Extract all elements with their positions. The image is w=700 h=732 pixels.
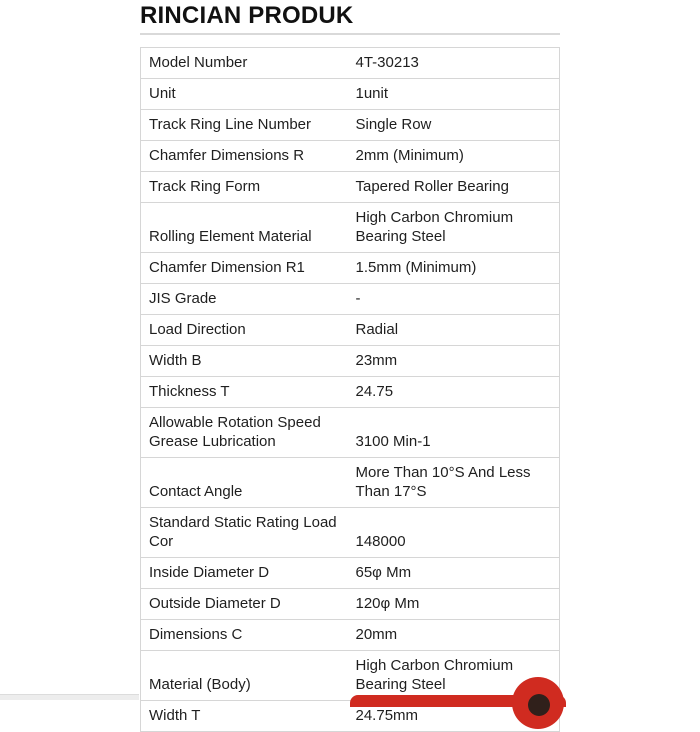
- spec-label: Inside Diameter D: [141, 558, 348, 589]
- product-spec-table: [140, 47, 560, 732]
- table-row: [141, 377, 560, 408]
- spec-label: Track Ring Line Number: [141, 110, 348, 141]
- spec-value: 1.5mm (Minimum): [348, 253, 560, 284]
- spec-label: Material (Body): [141, 651, 348, 701]
- table-row: [141, 141, 560, 172]
- spec-label: Allowable Rotation Speed Grease Lubrication: [141, 408, 348, 458]
- table-row: [141, 79, 560, 110]
- spec-value: More Than 10°S And Less Than 17°S: [348, 458, 560, 508]
- spec-label: Model Number: [141, 48, 348, 79]
- table-row: [141, 408, 560, 458]
- spec-label: Chamfer Dimension R1: [141, 253, 348, 284]
- table-row: [141, 651, 560, 701]
- title-divider: [140, 33, 560, 35]
- spec-value: 4T-30213: [348, 48, 560, 79]
- spec-label: Load Direction: [141, 315, 348, 346]
- spec-value: 65φ Mm: [348, 558, 560, 589]
- table-row: [141, 203, 560, 253]
- spec-label: Dimensions C: [141, 620, 348, 651]
- table-row: [141, 508, 560, 558]
- table-row: [141, 458, 560, 508]
- table-row: [141, 110, 560, 141]
- spec-value: High Carbon Chromium Bearing Steel: [348, 203, 560, 253]
- spec-value: High Carbon Chromium Bearing Steel: [348, 651, 560, 701]
- spec-label: JIS Grade: [141, 284, 348, 315]
- table-row: [141, 589, 560, 620]
- table-row: [141, 284, 560, 315]
- chat-button[interactable]: [512, 677, 564, 729]
- spec-value: 3100 Min-1: [348, 408, 560, 458]
- product-details-section: [140, 0, 560, 732]
- spec-label: Chamfer Dimensions R: [141, 141, 348, 172]
- page-title: RINCIAN PRODUK: [140, 2, 354, 29]
- spec-label: Track Ring Form: [141, 172, 348, 203]
- spec-value: 24.75: [348, 377, 560, 408]
- spec-value: -: [348, 284, 560, 315]
- table-row: [141, 48, 560, 79]
- spec-value: Single Row: [348, 110, 560, 141]
- spec-table-body: [141, 48, 560, 732]
- table-row: [141, 346, 560, 377]
- spec-value: Tapered Roller Bearing: [348, 172, 560, 203]
- chat-icon: [528, 694, 550, 716]
- spec-label: Outside Diameter D: [141, 589, 348, 620]
- table-row: [141, 558, 560, 589]
- spec-value: 24.75mm: [348, 701, 560, 732]
- spec-value: Radial: [348, 315, 560, 346]
- spec-value: 1unit: [348, 79, 560, 110]
- spec-label: Width T: [141, 701, 348, 732]
- spec-label: Unit: [141, 79, 348, 110]
- spec-value: 20mm: [348, 620, 560, 651]
- spec-value: 2mm (Minimum): [348, 141, 560, 172]
- spec-value: 23mm: [348, 346, 560, 377]
- spec-label: Width B: [141, 346, 348, 377]
- spec-label: Rolling Element Material: [141, 203, 348, 253]
- spec-label: Thickness T: [141, 377, 348, 408]
- spec-label: Contact Angle: [141, 458, 348, 508]
- spec-value: 148000: [348, 508, 560, 558]
- table-row: [141, 172, 560, 203]
- spec-label: Standard Static Rating Load Cor: [141, 508, 348, 558]
- table-row: [141, 315, 560, 346]
- bottom-bar-edge: [0, 694, 139, 700]
- spec-value: 120φ Mm: [348, 589, 560, 620]
- table-row: [141, 253, 560, 284]
- table-row: [141, 620, 560, 651]
